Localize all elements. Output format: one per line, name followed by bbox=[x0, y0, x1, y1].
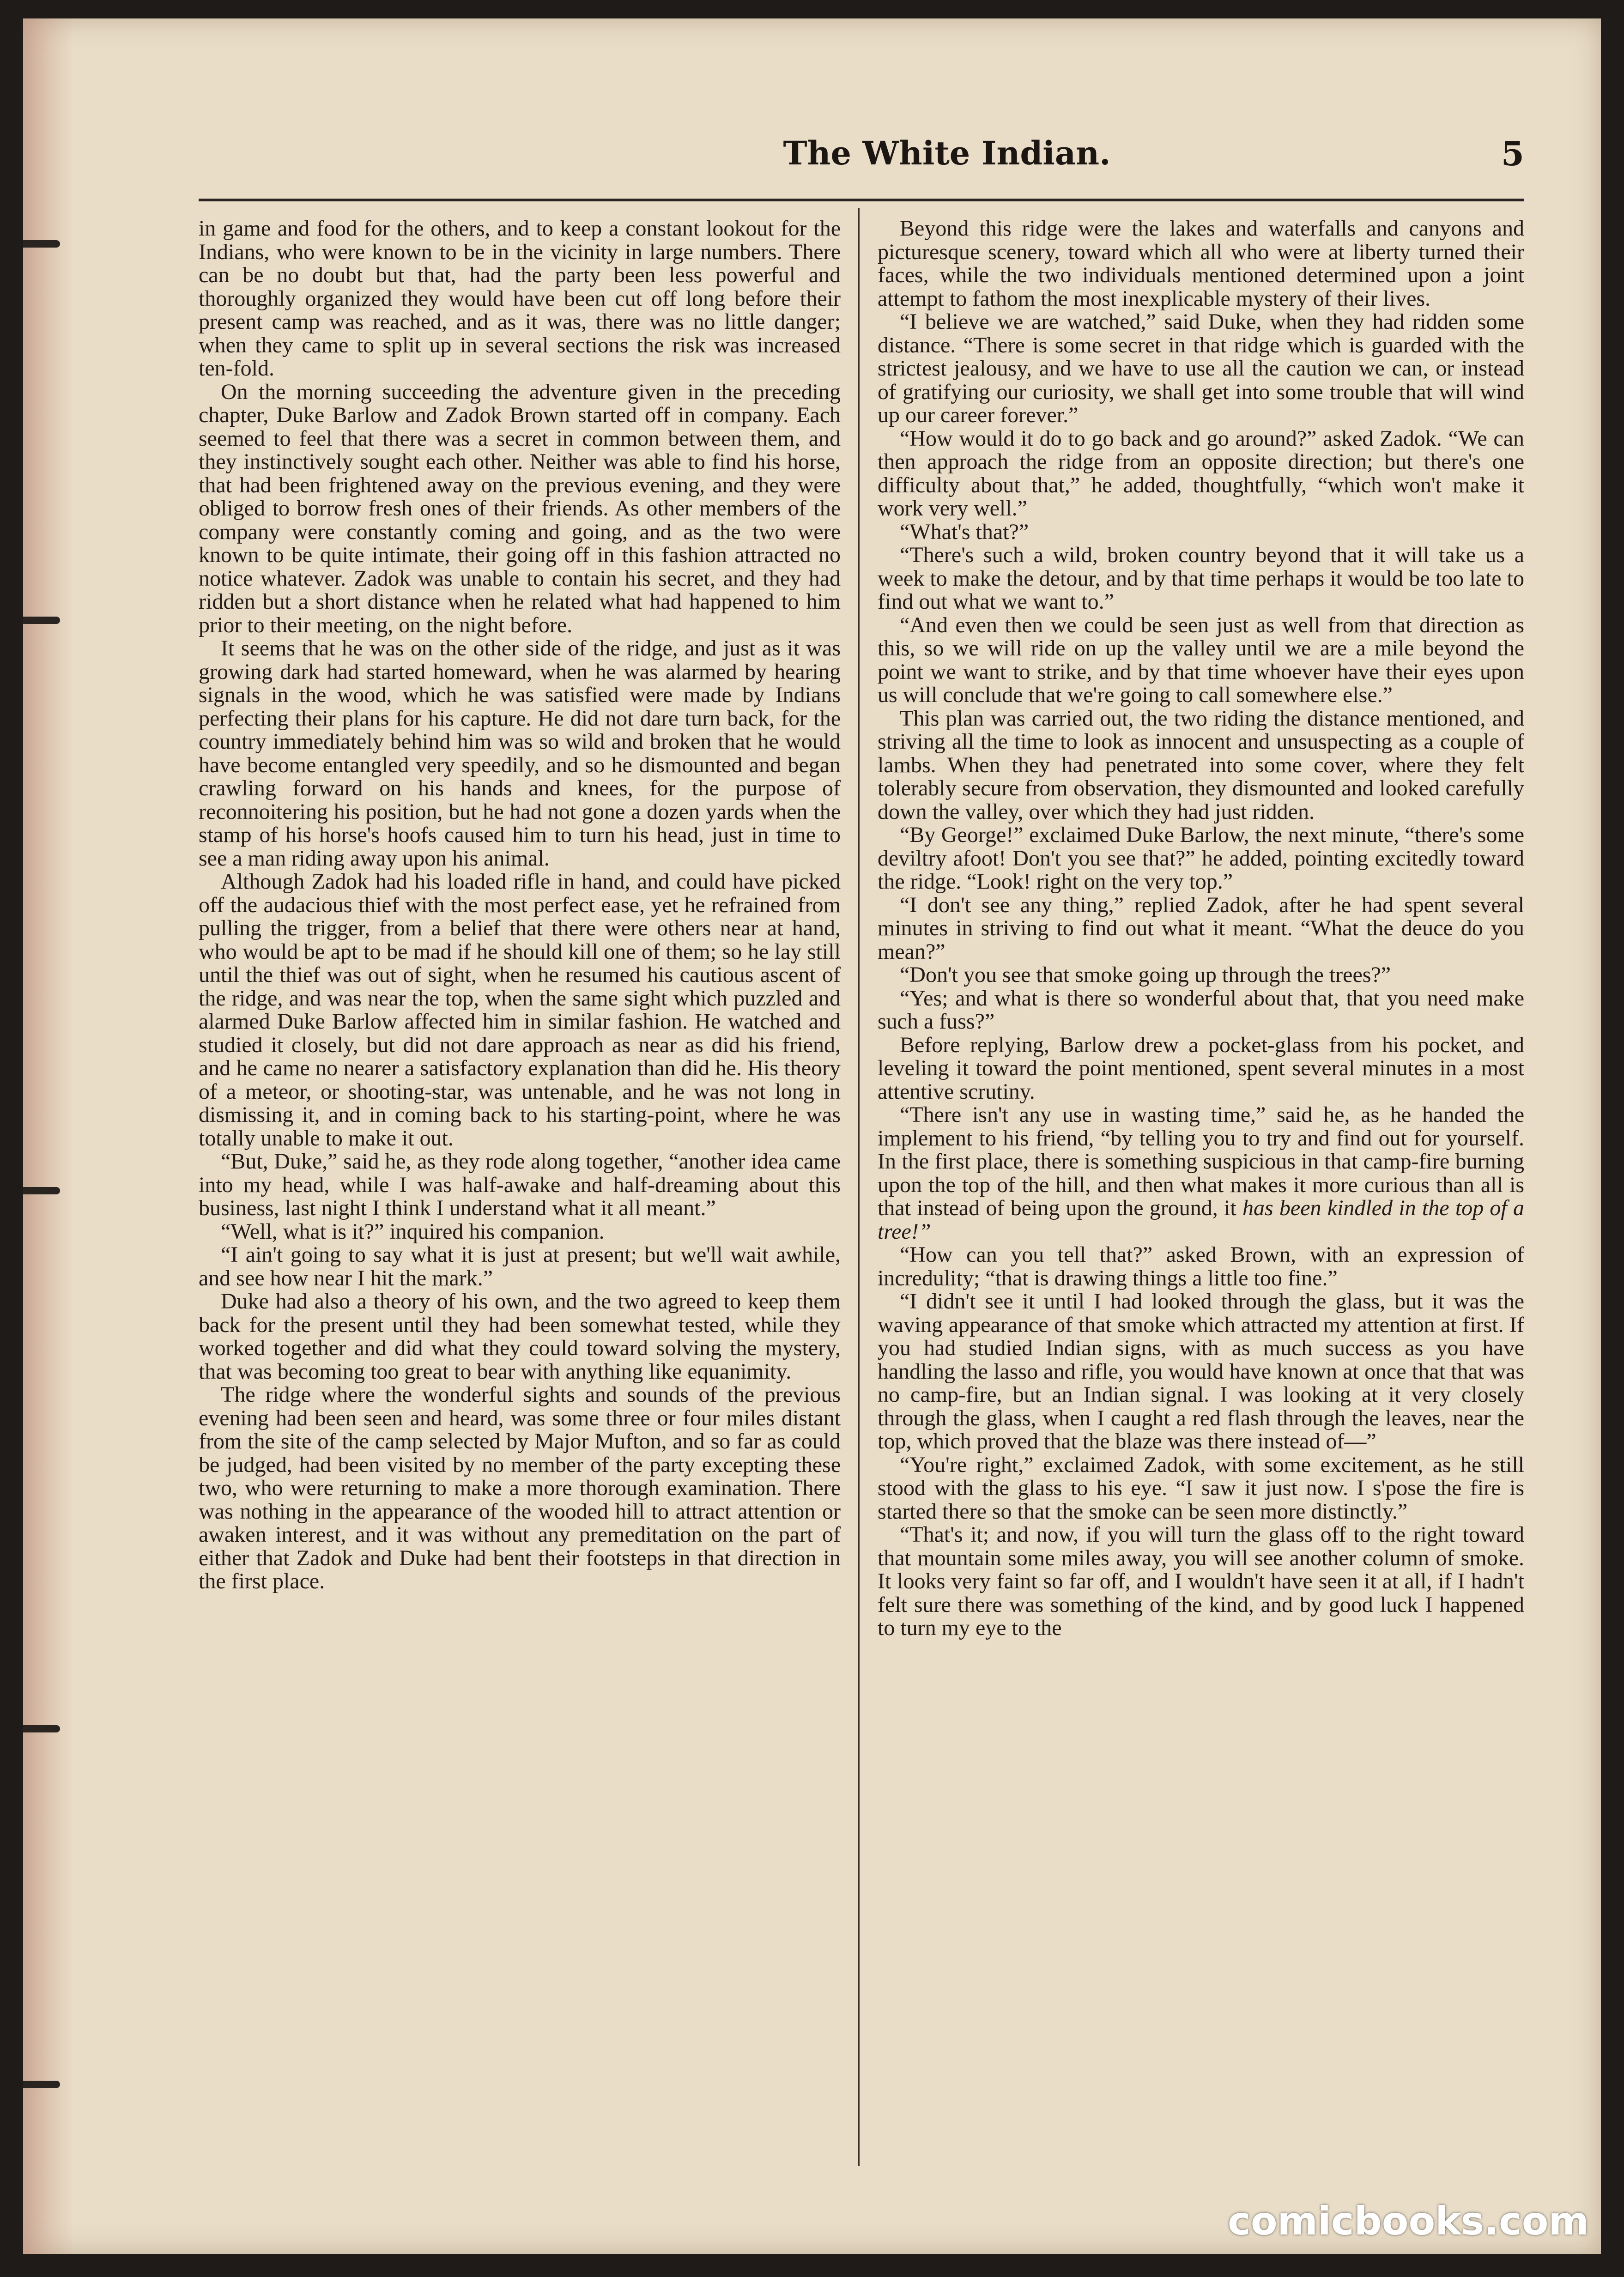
paragraph: “And even then we could be seen just as well from that direction as this, so we will ride on up the valley until we are a mile beyond the point we want to strike, and by that time whoever have their eyes upon us will conclude that we're going to call somewhere else.” bbox=[878, 612, 1524, 707]
binding-hole bbox=[23, 617, 60, 624]
paragraph: “That's it; and now, if you will turn the glass off to the right toward that mountain some miles away, you will see another column of smoke. It looks very faint so far off, and I wouldn't have seen it at all, if I hadn't felt sure there was something of the kind, and by good luck I happened to turn my eye to the bbox=[878, 1522, 1524, 1640]
paragraph-text: “There isn't any use in wasting time,” said he, as he handed the implement to his friend, “by telling you to try and find out for yourself. In the first place, there is something suspicious in that camp-fire burning upon the top of the hill, and then what makes it more curious than all is that instead of being upon the ground, it bbox=[878, 1102, 1524, 1220]
paragraph: “Don't you see that smoke going up through the trees?” bbox=[900, 963, 1391, 987]
paragraph: “I believe we are watched,” said Duke, when they had ridden some distance. “There is some secret in that ridge which is guarded with the strictest jealousy, and we have to use all the caution we can, or instead of gratifying our curiosity, we shall get into some trouble that will wind up our career forever.” bbox=[878, 309, 1524, 427]
paragraph: “By George!” exclaimed Duke Barlow, the next minute, “there's some deviltry afoot! Don't you see that?” he added, pointing excitedly toward the ridge. “Look! right on the very top.” bbox=[878, 823, 1524, 894]
paragraph: “I ain't going to say what it is just at present; but we'll wait awhile, and see how near I hit the mark.” bbox=[199, 1242, 841, 1290]
paragraph: in game and food for the others, and to keep a constant lookout for the Indians, who were known to be in the vicinity in large numbers. There can be no doubt but that, had the party been less powerful and thoroughly organized they would have been cut off long before their present camp was reached, and as it was, there was no little danger; when they came to split up in several sections the risk was increased ten-fold. bbox=[199, 217, 841, 381]
paragraph: Before replying, Barlow drew a pocket-glass from his pocket, and leveling it toward the point mentioned, spent several minutes in a most attentive scrutiny. bbox=[878, 1032, 1524, 1104]
paragraph: “There's such a wild, broken country beyond that it will take us a week to make the detour, and by that time perhaps it would be too late to find out what we want to.” bbox=[878, 543, 1524, 614]
watermark: comicbooks.com bbox=[1228, 2198, 1589, 2244]
binding-hole bbox=[23, 2081, 60, 2088]
paragraph: “You're right,” exclaimed Zadok, with some excitement, as he still stood with the glass to his eye. “I saw it just now. I s'pose the fire is started there so that the smoke can be seen more distinctly.” bbox=[878, 1452, 1524, 1524]
paragraph: This plan was carried out, the two riding the distance mentioned, and striving all the time to look as innocent and unsuspecting as a couple of lambs. When they had penetrated into some cover, where they felt tolerably secure from observation, they dismounted and looked carefully down the valley, over which they had just ridden. bbox=[878, 706, 1524, 824]
italic-phrase: has been kindled in the top of a tree!” bbox=[878, 1196, 1524, 1244]
paragraph bbox=[878, 1103, 1524, 1243]
paragraph: Beyond this ridge were the lakes and waterfalls and canyons and picturesque scenery, toward which all who were at liberty turned their faces, while the two individuals mentioned determined upon a joint attempt to fathom the most inexplicable mystery of their lives. bbox=[878, 217, 1524, 311]
paragraph: On the morning succeeding the adventure given in the preceding chapter, Duke Barlow and Zadok Brown started off in company. Each seemed to feel that there was a secret in common between them, and they instinctively sought each other. Neither was able to find his horse, that had been frightened away on the previous evening, and they were obliged to borrow fresh ones of their friends. As other members of the company were constantly coming and going, and as the two were known to be quite intimate, their going off in this fashion attracted no notice whatever. Zadok was unable to contain his secret, and they had ridden but a short distance when he related what had happened to him prior to their meeting, on the night before. bbox=[199, 379, 841, 637]
page-header bbox=[203, 134, 1524, 189]
header-rule bbox=[199, 199, 1524, 201]
paragraph: “What's that?” bbox=[900, 519, 1029, 544]
paragraph: The ridge where the wonderful sights and sounds of the previous evening had been seen and heard, was some three or four miles distant from the site of the camp selected by Major Mufton, and so far as could be judged, had been visited by no member of the party excepting these two, who were returning to make a more thorough examination. There was nothing in the appearance of the wooded hill to attract attention or awaken interest, and it was without any premeditation on the part of either that Zadok and Duke had bent their footsteps in that direction in the first place. bbox=[199, 1382, 841, 1593]
paragraph: Although Zadok had his loaded rifle in hand, and could have picked off the audacious thief with the most perfect ease, yet he refrained from pulling the trigger, from a belief that there were others near at hand, who would be apt to be mad if he should kill one of them; so he lay still until the thief was out of sight, when he resumed his cautious ascent of the ridge, and was near the top, when the same sight which puzzled and alarmed Duke Barlow affected him in similar fashion. He watched and studied it closely, but did not dare approach as near as did his friend, and he came no nearer a satisfactory explanation than did he. His theory of a meteor, or shooting-star, was untenable, and he was not long in dismissing it, and in coming back to his starting-point, where he was totally unable to make it out. bbox=[199, 869, 841, 1151]
running-title: The White Indian. bbox=[783, 134, 1111, 172]
paragraph: “But, Duke,” said he, as they rode along together, “another idea came into my head, while I was half-awake and half-dreaming about this business, last night I think I understand what it all meant.” bbox=[199, 1149, 841, 1220]
binding-hole bbox=[23, 1187, 60, 1194]
paragraph: “How would it do to go back and go around?” asked Zadok. “We can then approach the ridge from an opposite direction; but there's one difficulty about that,” he added, thoughtfully, “which won't make it work very well.” bbox=[878, 426, 1524, 521]
paragraph: “Well, what is it?” inquired his companion. bbox=[221, 1219, 605, 1244]
paragraph: “How can you tell that?” asked Brown, with an expression of incredulity; “that is drawing things a little too fine.” bbox=[878, 1242, 1524, 1290]
binding-hole bbox=[23, 240, 60, 248]
binding-hole bbox=[23, 1725, 60, 1732]
column-divider bbox=[858, 208, 860, 2166]
left-column bbox=[199, 217, 841, 2166]
page-number: 5 bbox=[1501, 134, 1524, 173]
paragraph: Duke had also a theory of his own, and the two agreed to keep them back for the present until they had been somewhat tested, while they worked together and did what they could toward solving the mystery, that was becoming too great to bear with anything like equanimity. bbox=[199, 1289, 841, 1384]
paragraph: “I didn't see it until I had looked through the glass, but it was the waving appearance of that smoke which attracted my attention at first. If you had studied Indian signs, with as much success as you have handling the lasso and rifle, you would have known at once that that was no camp-fire, but an Indian signal. I was looking at it very closely through the glass, when I caught a red flash through the leaves, near the top, which proved that the blaze was there instead of—” bbox=[878, 1289, 1524, 1453]
binding-holes bbox=[23, 18, 74, 2254]
right-column bbox=[878, 217, 1524, 2166]
paragraph: It seems that he was on the other side of the ridge, and just as it was growing dark had started homeward, when he was alarmed by hearing signals in the wood, which he was satisfied were made by Indians perfecting their plans for his capture. He did not dare turn back, for the country immediately behind him was so wild and broken that he would have become entangled very speedily, and so he dismounted and began crawling forward on his hands and knees, for the purpose of reconnoitering his position, but he had not gone a dozen yards when the stamp of his horse's hoofs caused him to turn his head, just in time to see a man riding away upon his animal. bbox=[199, 636, 841, 871]
paragraph: “Yes; and what is there so wonderful about that, that you need make such a fuss?” bbox=[878, 986, 1524, 1034]
paragraph: “I don't see any thing,” replied Zadok, after he had spent several minutes in striving to find out what it meant. “What the deuce do you mean?” bbox=[878, 892, 1524, 964]
